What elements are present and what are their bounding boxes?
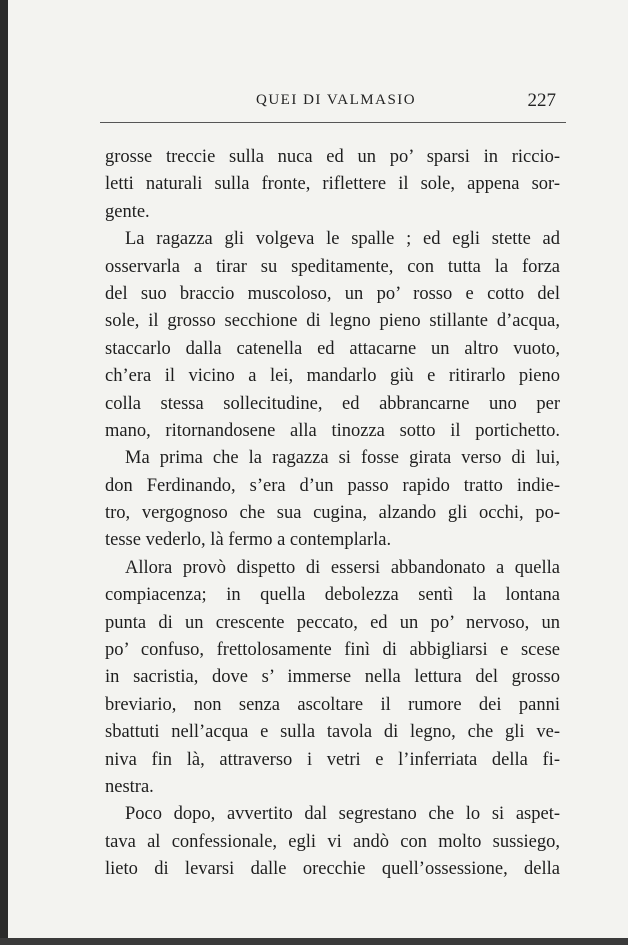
text-line: mano, ritornandosene alla tinozza sotto il portichetto. — [105, 420, 560, 441]
text-line: punta di un crescente peccato, ed un po’ nervoso, un — [105, 612, 560, 633]
text-line: lieto di levarsi dalle orecchie quell’ossessione, della — [105, 859, 560, 880]
body-text — [105, 144, 560, 884]
text-line: Allora provò dispetto di essersi abbandonato a quella — [125, 557, 560, 578]
text-line: del suo braccio muscoloso, un po’ rosso e cotto del — [105, 283, 560, 304]
text-line: ch’era il vicino a lei, mandarlo giù e ritirarlo pieno — [105, 366, 560, 387]
header-rule — [100, 122, 566, 123]
page-number: 227 — [527, 90, 556, 111]
text-line: colla stessa sollecitudine, ed abbrancarne uno per — [105, 393, 560, 414]
text-line: in sacristia, dove s’ immerse nella lettura del grosso — [105, 667, 560, 688]
text-line: osservarla a tirar su speditamente, con tutta la forza — [105, 256, 560, 277]
text-line: tro, vergognoso che sua cugina, alzando gli occhi, po- — [105, 503, 560, 524]
text-line: letti naturali sulla fronte, riflettere il sole, appena sor- — [105, 174, 560, 195]
running-title: QUEI DI VALMASIO — [256, 92, 417, 108]
page-left-edge — [0, 0, 8, 945]
text-line: gente. — [105, 201, 150, 222]
text-line: sbattuti nell’acqua e sulla tavola di legno, che gli ve- — [105, 722, 560, 743]
text-line: don Ferdinando, s’era d’un passo rapido tratto indie- — [105, 475, 560, 496]
text-line: po’ confuso, frettolosamente finì di abbigliarsi e scese — [105, 640, 560, 661]
text-line: breviario, non senza ascoltare il rumore dei panni — [105, 694, 560, 715]
text-line: nestra. — [105, 776, 154, 797]
page-bottom-edge — [0, 938, 628, 945]
text-line: Ma prima che la ragazza si fosse girata verso di lui, — [125, 448, 560, 469]
text-line: tesse vederlo, là fermo a contemplarla. — [105, 530, 392, 551]
text-line: La ragazza gli volgeva le spalle ; ed egli stette ad — [125, 229, 560, 250]
text-line: tava al confessionale, egli vi andò con molto sussiego, — [105, 831, 560, 852]
text-line: grosse treccie sulla nuca ed un po’ sparsi in riccio- — [105, 147, 560, 167]
text-line: staccarlo dalla catenella ed attacarne un altro vuoto, — [105, 338, 560, 359]
text-line: compiacenza; in quella debolezza sentì la lontana — [105, 585, 560, 606]
page-header — [96, 90, 566, 114]
text-line: sole, il grosso secchione di legno pieno stillante d’acqua, — [105, 311, 560, 332]
text-line: Poco dopo, avvertito dal segrestano che lo si aspet- — [125, 804, 560, 825]
text-line: niva fin là, attraverso i vetri e l’inferriata della fi- — [105, 749, 560, 770]
